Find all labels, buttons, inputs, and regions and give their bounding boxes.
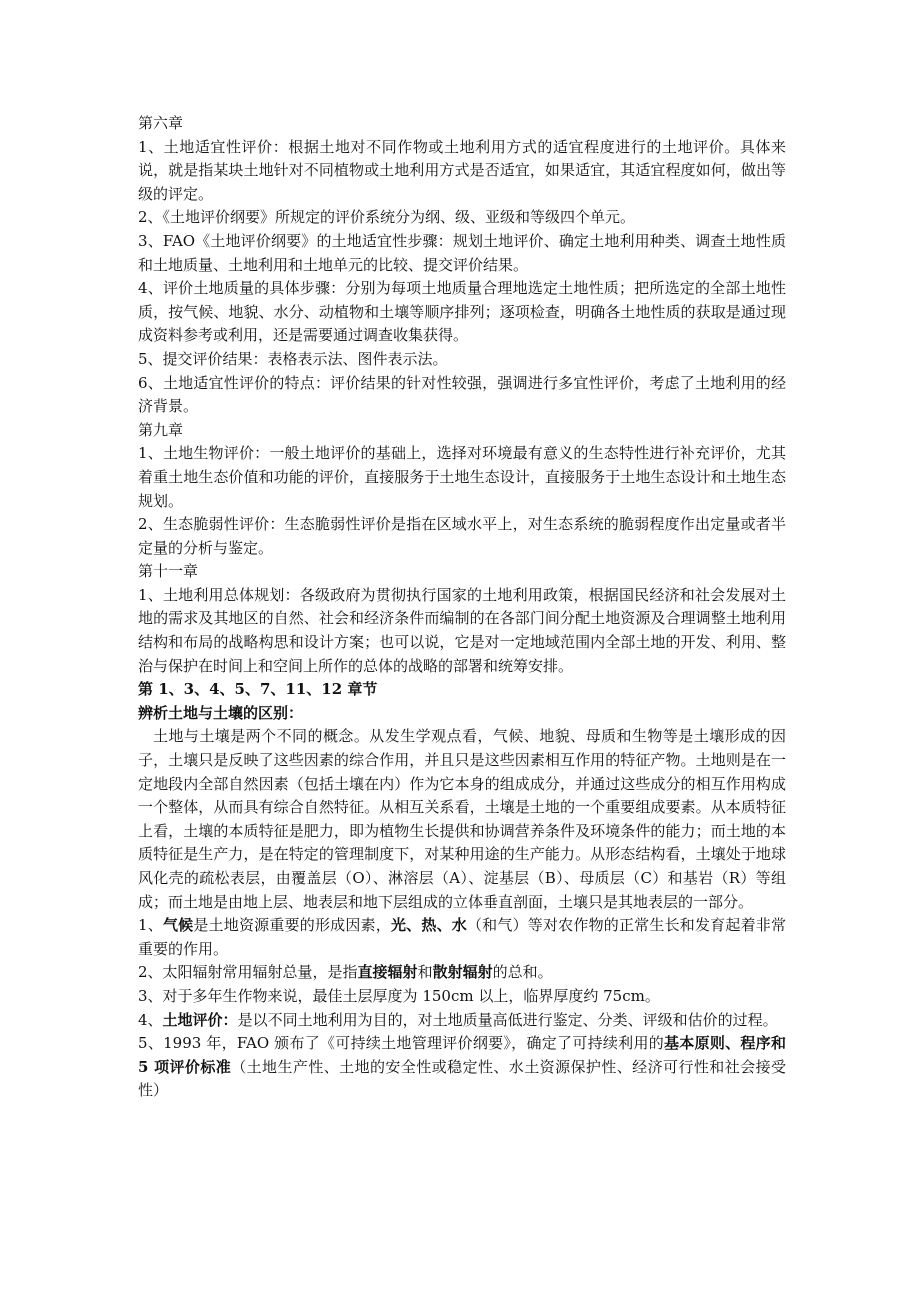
item-4-land-evaluation: 4、土地评价：是以不同土地利用为目的，对土地质量高低进行鉴定、分类、评级和估价的过程。 [138, 1010, 778, 1029]
item-4-quality-steps: 4、评价土地质量的具体步骤：分别为每项土地质量合理地选定土地性质；把所选定的全部土地性质，按气候、地貌、水分、动植物和土壤等顺序排列；逐项检查，明确各土地性质的获取是通过现成资料参考或利用，还是需要通过调查收集获得。 [138, 279, 786, 345]
item-5-fao-1993: 5、1993 年，FAO 颁布了《可持续土地管理评价纲要》，确定了可持续利用的基本原则、程序和 5 项评价标准（土地生产性、土地的安全性或稳定性、水土资源保护性、经济可行性和社会接受性） [138, 1034, 786, 1100]
item-2-evaluation-system: 2、《土地评价纲要》所规定的评价系统分为纲、级、亚级和等级四个单元。 [138, 208, 636, 227]
chapter-heading-11: 第十一章 [138, 562, 199, 581]
section-heading-land-vs-soil: 辨析土地与土壤的区别： [138, 703, 304, 722]
chapter-heading-9: 第九章 [138, 420, 184, 439]
item-1-bio-evaluation: 1、土地生物评价：一般土地评价的基础上，选择对环境最有意义的生态特性进行补充评价，尤其着重土地生态价值和功能的评价，直接服务于土地生态设计，直接服务于土地生态设计和土地生态规划。 [138, 444, 786, 510]
item-5-submit-results: 5、提交评价结果：表格表示法、图件表示法。 [138, 349, 448, 368]
item-2-radiation: 2、太阳辐射常用辐射总量，是指直接辐射和散射辐射的总和。 [138, 963, 553, 982]
item-1-overall-plan: 1、土地利用总体规划：各级政府为贯彻执行国家的土地利用政策，根据国民经济和社会发展对土地的需求及其地区的自然、社会和经济条件而编制的在各部门间分配土地资源及合理调整土地利用结构和布局的战略构思和设计方案；也可以说，它是对一定地域范围内全部土地的开发、利用、整治与保护在时间上和空间上所作的总体的战略的部署和统筹安排。 [138, 585, 786, 675]
item-3-fao-steps: 3、FAO《土地评价纲要》的土地适宜性步骤：规划土地评价、确定土地利用种类、调查土地性质和土地质量、土地利用和土地单元的比较、提交评价结果。 [138, 231, 786, 274]
section-heading-chapters: 第 1、3、4、5、7、11、12 章节 [138, 680, 378, 699]
item-1-land-suitability: 1、土地适宜性评价：根据土地对不同作物或土地利用方式的适宜程度进行的土地评价。具体来说，就是指某块土地针对不同植物或土地利用方式是否适宜，如果适宜，其适宜程度如何，做出等级的评定。 [138, 137, 786, 203]
item-2-fragility: 2、生态脆弱性评价：生态脆弱性评价是指在区域水平上，对生态系统的脆弱程度作出定量或者半定量的分析与鉴定。 [138, 515, 786, 557]
item-1-climate: 1、气候是土地资源重要的形成因素，光、热、水（和气）等对农作物的正常生长和发育起着非常重要的作用。 [138, 916, 786, 958]
item-3-soil-thickness: 3、对于多年生作物来说，最佳土层厚度为 150cm 以上，临界厚度约 75cm。 [138, 986, 660, 1005]
chapter-heading-6: 第六章 [138, 114, 184, 132]
land-vs-soil-paragraph: 土地与土壤是两个不同的概念。从发生学观点看，气候、地貌、母质和生物等是土壤形成的因子，土壤只是反映了这些因素的综合作用，并且只是这些因素相互作用的特征产物。土地则是在一定地段内全部自然因素（包括土壤在内）作为它本身的组成成分，并通过这些成分的相互作用构成一个整体，从而具有综合自然特征。从相互关系看，土壤是土地的一个重要组成要素。从本质特征上看，土壤的本质特征是肥力，即为植物生长提供和协调营养条件及环境条件的能力；而土地的本质特征是生产力，是在特定的管理制度下，对某种用途的生产能力。从形态结构看，土壤处于地球风化壳的疏松表层，由覆盖层（O）、淋溶层（A）、淀基层（B）、母质层（C）和基岩（R）等组成；而土地是由地上层、地表层和地下层组成的立体垂直剖面，土壤只是其地表层的一部分。 [138, 727, 786, 911]
document-body [138, 112, 786, 1103]
item-6-features: 6、土地适宜性评价的特点：评价结果的针对性较强，强调进行多宜性评价，考虑了土地利用的经济背景。 [138, 373, 786, 416]
